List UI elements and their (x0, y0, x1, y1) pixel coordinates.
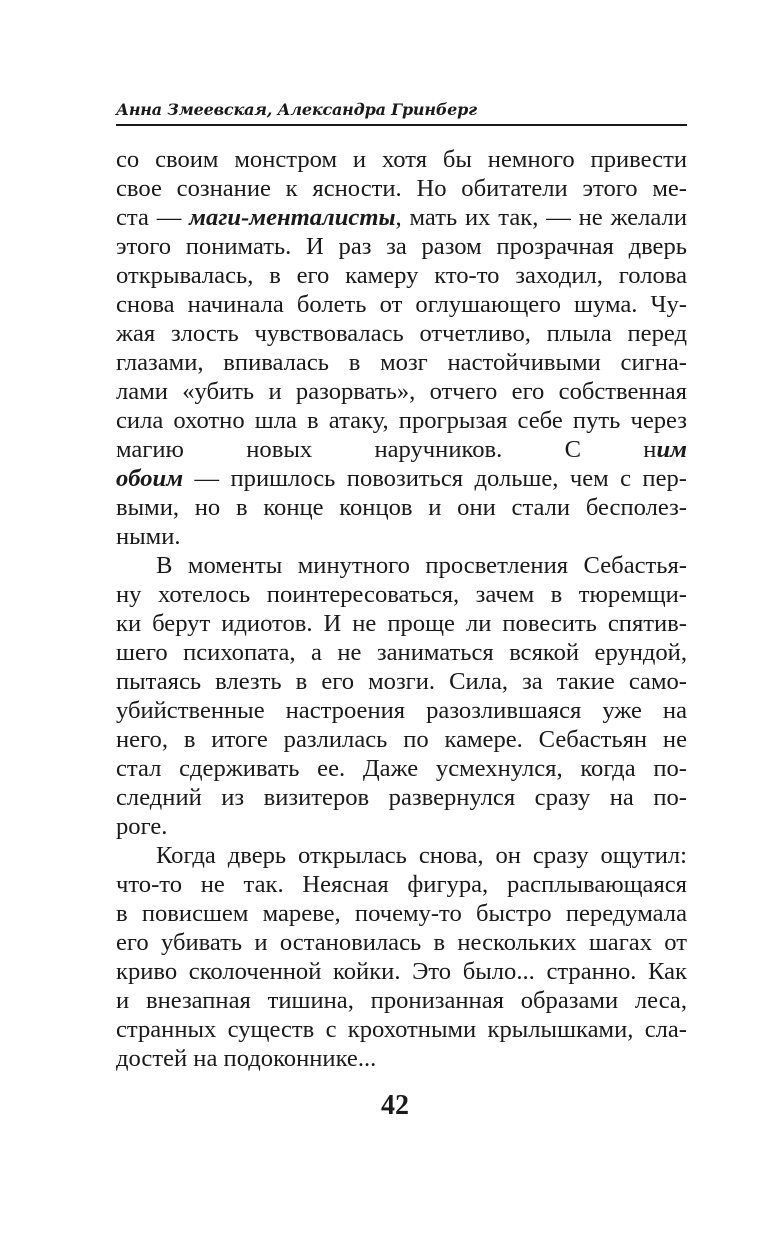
text-line: со своим монстром и хотя бы немного привести (116, 146, 687, 173)
text-line (116, 435, 687, 464)
text-line (116, 464, 687, 493)
text-fragment: — пришлось повозиться дольше, чем с пер- (183, 465, 687, 492)
text-line: снова начинала болеть от оглушающего шума. Чу- (116, 291, 687, 318)
text-line: стал сдерживать ее. Даже усмехнулся, когда по- (116, 755, 687, 782)
text-line: странных существ с крохотными крылышками, сла- (116, 1016, 687, 1043)
text-line: и внезапная тишина, пронизанная образами леса, (116, 987, 687, 1014)
running-head: Анна Змеевская, Александра Гринберг (116, 100, 477, 119)
text-fragment: магию новых наручников. С н (116, 436, 657, 463)
text-line: Когда дверь открылась снова, он сразу ощутил: (156, 842, 687, 869)
text-line: свое сознание к ясности. Но обитатели этого ме- (116, 175, 687, 202)
emphasis-text: им (656, 436, 687, 463)
text-line: убийственные настроения разозлившаяся уже на (116, 697, 687, 724)
text-line: него, в итоге разлилась по камере. Себастьян не (116, 726, 687, 753)
text-line: сила охотно шла в атаку, прогрызая себе путь через (116, 407, 687, 434)
text-fragment: ста — (116, 204, 190, 231)
text-line: роге. (116, 813, 168, 840)
text-line: что-то не так. Неясная фигура, расплывающаяся (116, 871, 687, 898)
text-line: его убивать и остановилась в нескольких шагах от (116, 929, 687, 956)
emphasis-text: маги-менталисты (189, 204, 396, 231)
text-line: этого понимать. И раз за разом прозрачная дверь (116, 233, 687, 260)
text-line: достей на подоконнике... (116, 1045, 377, 1072)
page-number: 42 (381, 1090, 409, 1121)
header-rule (116, 124, 687, 126)
text-line: ки берут идиотов. И не проще ли повесить спятив- (116, 610, 687, 637)
text-line: лами «убить и разорвать», отчего его собственная (116, 378, 687, 405)
text-line (116, 203, 687, 232)
text-line: ну хотелось поинтересоваться, зачем в тюремщи- (116, 581, 687, 608)
text-line: открывалась, в его камеру кто-то заходил, голова (116, 262, 687, 289)
body-text (116, 145, 687, 1073)
text-line: шего психопата, а не заниматься всякой ерундой, (116, 639, 687, 666)
text-line: глазами, впивалась в мозг настойчивыми сигна- (116, 349, 687, 376)
text-fragment: , мать их так, — не желали (395, 204, 687, 231)
emphasis-text: обоим (116, 465, 184, 492)
text-line: следний из визитеров развернулся сразу на по- (116, 784, 687, 811)
text-line: жая злость чувствовалась отчетливо, плыла перед (116, 320, 687, 347)
text-line: пытаясь влезть в его мозги. Сила, за такие само- (116, 668, 687, 695)
text-line: В моменты минутного просветления Себастья- (156, 552, 687, 579)
text-line: в повисшем мареве, почему-то быстро передумала (116, 900, 687, 927)
text-line: криво сколоченной койки. Это было... странно. Как (116, 958, 687, 985)
text-line: ными. (116, 523, 181, 550)
text-line: выми, но в конце концов и они стали бесполез- (116, 494, 687, 521)
